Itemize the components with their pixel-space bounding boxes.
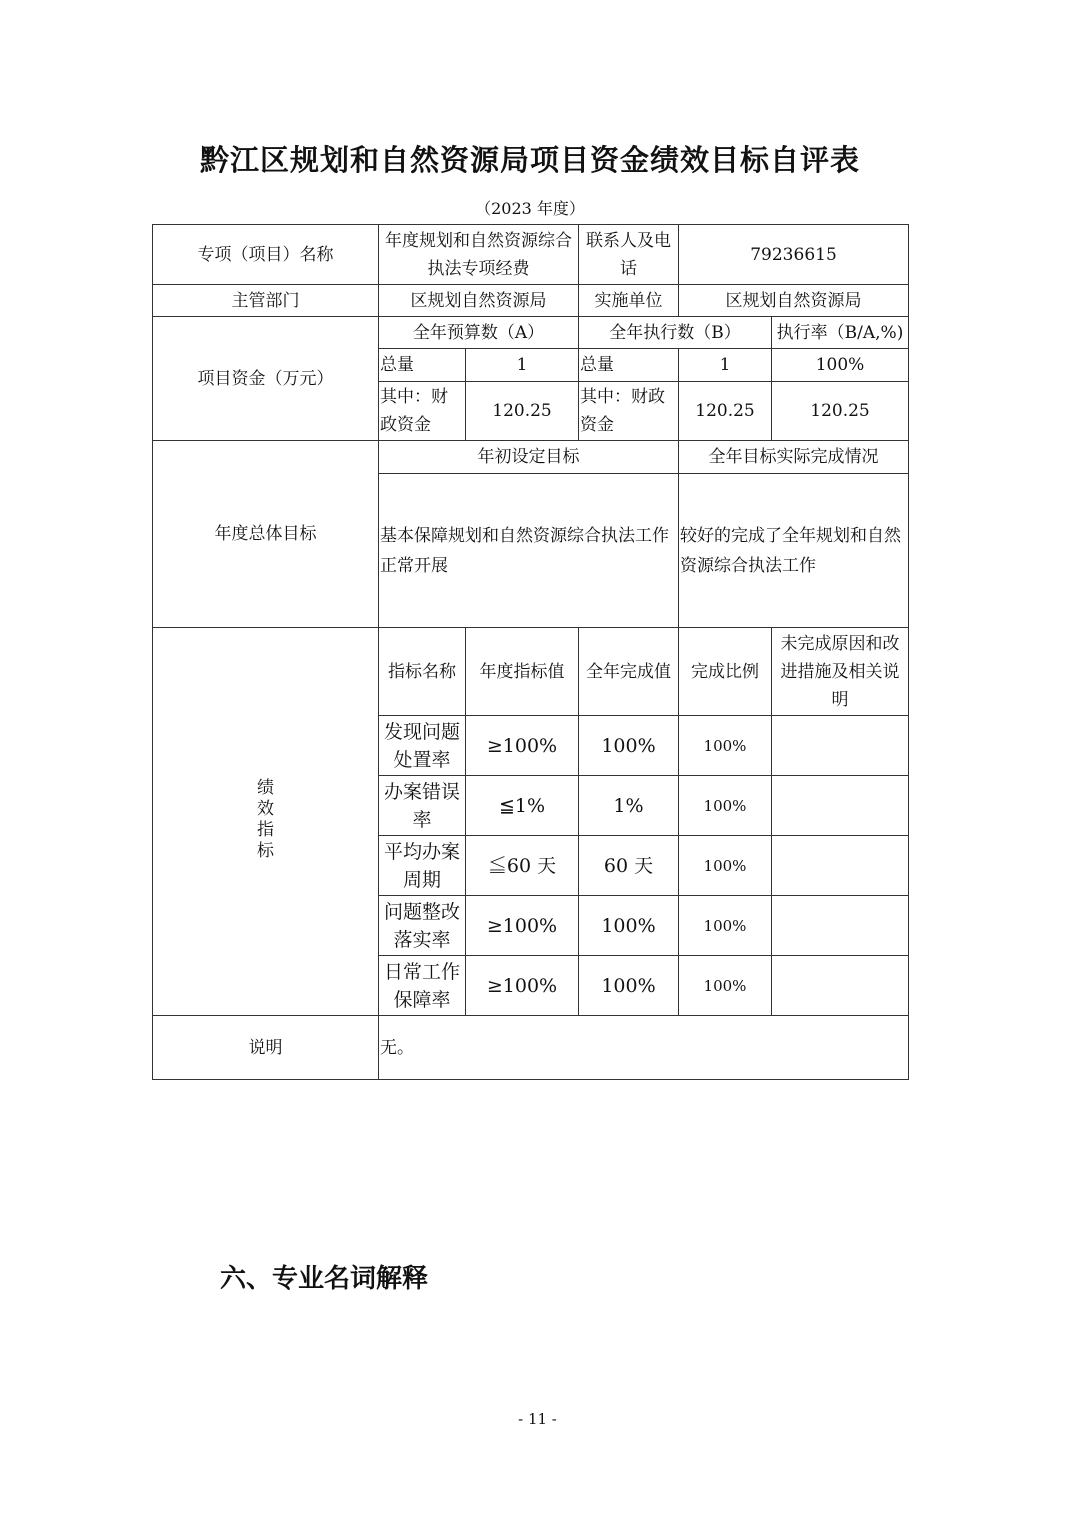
remark-label: 说明 <box>153 1016 379 1080</box>
indicator-note <box>772 896 909 956</box>
indicator-note <box>772 836 909 896</box>
indicator-note <box>772 956 909 1016</box>
total-label-2: 总量 <box>579 349 679 382</box>
ind-header-target: 年度指标值 <box>466 628 579 716</box>
performance-table <box>152 224 909 1080</box>
perf-label-char: 指 <box>257 820 274 840</box>
indicator-target: ≥100% <box>466 956 579 1016</box>
table-row <box>153 1016 909 1080</box>
fiscal-exec: 120.25 <box>679 382 772 441</box>
table-row <box>153 225 909 285</box>
total-label: 总量 <box>379 349 466 382</box>
perf-label-char: 效 <box>257 799 274 819</box>
indicator-ratio: 100% <box>679 956 772 1016</box>
ind-header-note: 未完成原因和改进措施及相关说明 <box>772 628 909 716</box>
project-name-label: 专项（项目）名称 <box>153 225 379 285</box>
initial-goal-header: 年初设定目标 <box>379 441 679 474</box>
impl-value: 区规划自然资源局 <box>679 285 909 317</box>
section-heading: 六、专业名词解释 <box>220 1264 429 1294</box>
indicator-note <box>772 716 909 776</box>
funds-label: 项目资金（万元） <box>153 317 379 441</box>
indicator-name: 问题整改落实率 <box>379 896 466 956</box>
indicator-ratio: 100% <box>679 896 772 956</box>
initial-goal-text: 基本保障规划和自然资源综合执法工作正常开展 <box>379 474 679 628</box>
fiscal-budget: 120.25 <box>466 382 579 441</box>
exec-header: 全年执行数（B） <box>579 317 772 349</box>
indicator-target: ≦60 天 <box>466 836 579 896</box>
total-exec: 1 <box>679 349 772 382</box>
fiscal-label: 其中：财政资金 <box>379 382 466 441</box>
perf-label-char: 标 <box>257 841 274 861</box>
ind-header-actual: 全年完成值 <box>579 628 679 716</box>
ind-header-name: 指标名称 <box>379 628 466 716</box>
dept-value: 区规划自然资源局 <box>379 285 579 317</box>
indicator-name: 办案错误率 <box>379 776 466 836</box>
indicator-target: ≦1% <box>466 776 579 836</box>
rate-header: 执行率（B/A,%) <box>772 317 909 349</box>
indicator-ratio: 100% <box>679 776 772 836</box>
actual-header: 全年目标实际完成情况 <box>679 441 909 474</box>
indicator-actual: 100% <box>579 716 679 776</box>
indicator-ratio: 100% <box>679 836 772 896</box>
indicator-ratio: 100% <box>679 716 772 776</box>
project-name-value: 年度规划和自然资源综合执法专项经费 <box>379 225 579 285</box>
indicator-target: ≥100% <box>466 716 579 776</box>
contact-value: 79236615 <box>679 225 909 285</box>
indicator-actual: 100% <box>579 896 679 956</box>
total-budget: 1 <box>466 349 579 382</box>
indicator-name: 平均办案周期 <box>379 836 466 896</box>
fiscal-rate: 120.25 <box>772 382 909 441</box>
total-rate: 100% <box>772 349 909 382</box>
indicator-actual: 100% <box>579 956 679 1016</box>
page-title: 黔江区规划和自然资源局项目资金绩效目标自评表 <box>199 143 860 177</box>
indicator-actual: 60 天 <box>579 836 679 896</box>
contact-label: 联系人及电话 <box>579 225 679 285</box>
table-row <box>153 285 909 317</box>
indicator-target: ≥100% <box>466 896 579 956</box>
perf-label-char: 绩 <box>257 778 274 798</box>
table-row <box>153 628 909 716</box>
budget-header: 全年预算数（A） <box>379 317 579 349</box>
page-number: - 11 - <box>518 1410 557 1428</box>
perf-label <box>153 628 379 1016</box>
table-row <box>153 317 909 349</box>
indicator-name: 日常工作保障率 <box>379 956 466 1016</box>
fiscal-label-2: 其中：财政资金 <box>579 382 679 441</box>
dept-label: 主管部门 <box>153 285 379 317</box>
indicator-name: 发现问题处置率 <box>379 716 466 776</box>
year-subtitle: （2023 年度） <box>475 199 585 218</box>
indicator-actual: 1% <box>579 776 679 836</box>
ind-header-ratio: 完成比例 <box>679 628 772 716</box>
remark-value: 无。 <box>379 1016 909 1080</box>
actual-goal-text: 较好的完成了全年规划和自然资源综合执法工作 <box>679 474 909 628</box>
table-row <box>153 441 909 474</box>
annual-goal-label: 年度总体目标 <box>153 441 379 628</box>
indicator-note <box>772 776 909 836</box>
impl-label: 实施单位 <box>579 285 679 317</box>
